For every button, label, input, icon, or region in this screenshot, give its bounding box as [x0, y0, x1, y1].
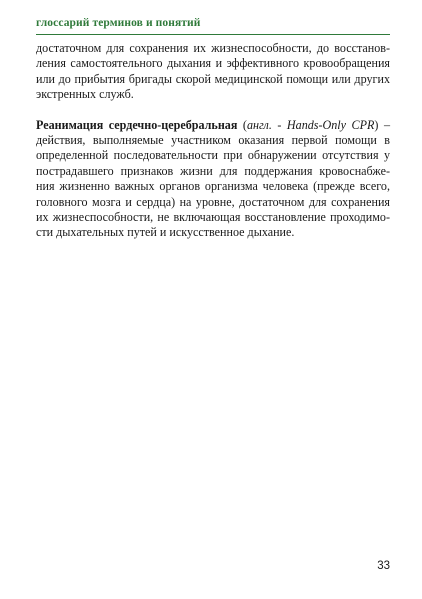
paren-open: ( [237, 117, 247, 132]
paren-close: ) – [374, 117, 390, 132]
text-line: достаточном для сохранения их жизнеспособности, до восстанов- [36, 41, 390, 55]
text-line: сти дыхательных путей и искусственное дыхание. [36, 225, 295, 240]
page-number: 33 [377, 560, 390, 572]
text-line: действия, выполняемые участником оказания первой помощи в [36, 133, 390, 148]
text-line: ния жизненно важных органов организма человека (прежде всего, [36, 179, 390, 194]
text-line: пострадавшего признаков жизни для поддержания кровоснабже- [36, 163, 390, 178]
text-line: их жизнеспособности, не включающая восстановление проходимо- [36, 210, 390, 225]
text-line: экстренных служб. [36, 87, 134, 102]
text-line: или до прибытия бригады скорой медицинской помощи или других [36, 71, 390, 86]
glossary-term: Реанимация сердечно-церебральная [36, 117, 238, 132]
text-line: головного мозга и сердца) на уровне, достаточном для сохранения [36, 194, 390, 209]
header-rule [36, 34, 390, 35]
language-note: англ. - Hands-Only CPR [246, 117, 375, 132]
text-line: ления самостоятельного дыхания и эффективного кровообращения [36, 56, 390, 71]
page-body [36, 41, 390, 256]
text-line: определенной последовательности при обнаружении отсутствия у [36, 148, 390, 163]
glossary-entry-cpr [36, 118, 390, 241]
running-header: глоссарий терминов и понятий [36, 17, 201, 29]
entry-heading-line [36, 118, 390, 133]
paragraph-continuation [36, 41, 390, 103]
